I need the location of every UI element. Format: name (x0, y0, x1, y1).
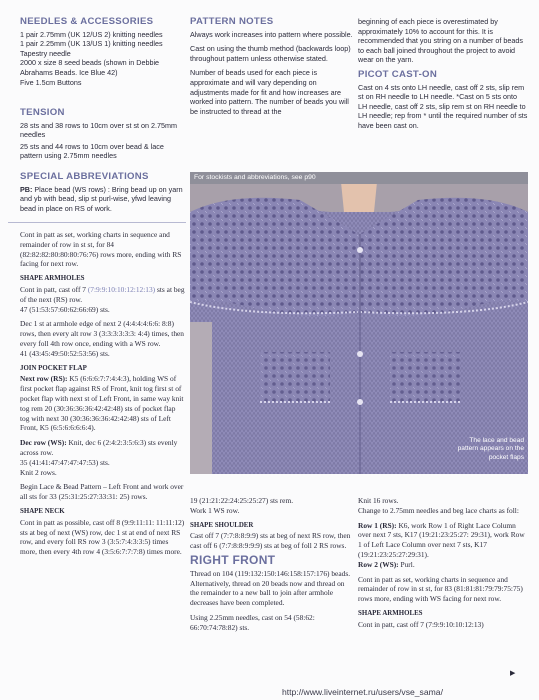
cardigan-illustration (190, 172, 528, 474)
instruction-paragraph (20, 374, 186, 433)
tension-line: 25 sts and 44 rows to 10cm over bead & lace pattern using 2.75mm needles (20, 141, 164, 161)
instruction-text: 35 (41:41:47:47:47:47:53) sts. (20, 457, 110, 467)
instruction-paragraph: Cont in patt, cast off 7 (7:9:9:10:10:12:13) (358, 619, 484, 629)
shape-armholes-heading: SHAPE ARMHOLES (20, 275, 85, 283)
pattern-note: Number of beads used for each piece is approximate and will vary depending on adjustments made for fit and how increases are worked into pattern. The number of beads you will be instructed to thread at the (190, 68, 349, 116)
instruction-text: Change to 2.75mm needles and beg lace charts as foll: (358, 505, 519, 515)
instruction-text: 41 (43:45:49:50:52:53:56) sts. (20, 348, 110, 358)
instruction-paragraph: Cast off 7 (7:7:8:8:9:9) sts at beg of next RS row, then cast off 6 (7:7:8:8:9:9:9) sts at beg of foll 2 RS rows. (190, 531, 351, 551)
instruction-paragraph (20, 319, 186, 358)
row-label: Row 2 (WS): (358, 559, 399, 569)
pb-abbreviation (20, 185, 188, 214)
shoulder-and-right-front (190, 496, 354, 638)
instruction-text: Knit, dec 6 (2:4:2:3:5:6:3) sts evenly across row. (20, 438, 178, 457)
shape-neck-heading: SHAPE NECK (20, 507, 65, 515)
instruction-text: Purl. (398, 559, 415, 569)
needles-line: Tapestry needle (20, 48, 71, 58)
instruction-text: K5 (6:6:6:7:7:4:4:3), holding WS of first pocket flap against RS of Front, knit tog first st of pocket flap with next st of Left Front, in same way knit tog rem 20 (30:36:36:36:42:42:48) sts of pocket flap tog with next 30 (30:36:36:36:42:42:48) sts of Left Front, K5 (6:5:6:6:6:6:4). (20, 374, 184, 433)
instruction-paragraph (358, 496, 528, 516)
instruction-paragraph (20, 438, 186, 477)
pattern-note: Cast on using the thumb method (backwards loop) throughout pattern unless otherwise stated. (190, 44, 351, 63)
join-pocket-flap-heading: JOIN POCKET FLAP (20, 364, 87, 372)
picot-text: Cast on 4 sts onto LH needle, cast off 2 sts, slip rem st on RH needle to LH needle. *Cast on 5 sts onto LH needle, cast off 2 sts, slip rem st on RH needle to LH needle; rep from * until the required number of sts have been cast on. (358, 82, 528, 130)
pb-text: Place bead (WS rows) : Bring bead up on yarn and yb with bead, slip st purl-wise, yfwd leaving bead in place on RS of work. (20, 184, 183, 213)
photo-caption: For stockists and abbreviations, see p90 (190, 172, 528, 184)
instruction-text: Dec 1 st at armhole edge of next 2 (4:4:4:4:6:6: 8:8) rows, then every alt row 3 (3:3:3:3:3:3: 4:4) times, then every foll 4th row once, ending with a WS row. (20, 319, 185, 348)
instruction-text: sts at beg of the next (RS) row. (20, 284, 185, 304)
instruction-text: 47 (51:53:57:60:62:66:69) sts. (20, 304, 110, 314)
needles-heading: NEEDLES & ACCESSORIES (20, 16, 154, 27)
shape-armholes-heading: SHAPE ARMHOLES (358, 609, 423, 617)
needles-line: 1 pair 2.25mm (UK 13/US 1) knitting needles (20, 39, 163, 49)
instruction-paragraph: Using 2.25mm needles, cast on 54 (58:62: 66:70:74:78:82) sts. (190, 612, 315, 632)
abbreviations-heading: SPECIAL ABBREVIATIONS (20, 171, 149, 182)
needles-accessories-section (20, 17, 188, 87)
size-values: (7:9:9:10:10:12:12:13) (87, 284, 156, 294)
continue-arrow-icon: ▶ (510, 670, 516, 677)
pattern-notes-heading: PATTERN NOTES (190, 16, 274, 27)
needles-line: 1 pair 2.75mm (UK 12/US 2) knitting needles (20, 29, 163, 39)
instruction-paragraph: Cont in patt as set, working charts in sequence and remainder of row in st st, for 83 (81:81:81:79:79:75:75) rows more, ending with WS facing for next row. (358, 574, 523, 604)
needles-line: 2000 x size 8 seed beads (shown in Debbie Abrahams Beads. Ice Blue 42) (20, 58, 160, 77)
tension-line: 28 sts and 38 rows to 10cm over st st on 2.75mm needles (20, 120, 177, 140)
special-abbreviations-section (20, 172, 188, 213)
instruction-text: Knit 16 rows. (358, 496, 399, 505)
row-label: Next row (RS): (20, 374, 68, 384)
row-label: Row 1 (RS): (358, 520, 397, 530)
needles-line: Five 1.5cm Buttons (20, 77, 82, 87)
instruction-text: Knit 2 rows. (20, 467, 57, 477)
instruction-paragraph: Cont in patt as possible, cast off 8 (9:9:11:11: 11:11:12) sts at beg of next (WS) row, dec 1 st at end of next RS row, and every foll RS row 3 (3:5:7:4:3:3:5) times more, then every 4th row 4 (3:5:6:7:7:7:8) times more. (20, 517, 185, 557)
pattern-notes-section (190, 17, 354, 121)
instruction-paragraph (190, 496, 354, 516)
instruction-paragraph: Thread on 104 (119:132:150:146:158:157:176) beads. Alternatively, thread on 20 beads now and thread on the remainder to a new ball to join after armhole decreases have been completed. (190, 568, 351, 608)
pattern-note-continued: beginning of each piece is overestimated by approximately 10% to account for this. It is recommended that you string on a number of beads to each ball joined throughout the project to avoid wear on the yarn. (358, 17, 524, 65)
instruction-text: Work 1 WS row. (190, 505, 240, 515)
instruction-paragraph (358, 521, 528, 570)
instruction-text: Cont in patt, cast off 7 (20, 284, 88, 294)
right-front-continued (358, 496, 528, 635)
pb-label: PB: (20, 184, 33, 194)
cardigan-photo (190, 172, 528, 474)
tension-section (20, 108, 188, 161)
divider (8, 222, 186, 223)
instruction-paragraph: Begin Lace & Bead Pattern – Left Front and work over all sts for 33 (25:31:25:27:33:31: 25) rows. (20, 482, 184, 502)
photo-annotation: The lace and bead pattern appears on the pocket flaps (457, 437, 524, 461)
instruction-paragraph (20, 285, 186, 314)
left-front-instructions (20, 230, 186, 562)
source-url: http://www.liveinternet.ru/users/vse_sama/ (282, 687, 443, 697)
instruction-paragraph: Cont in patt as set, working charts in sequence and remainder of row in st st, for 84 (82:82:82:80:80:80:76:76) rows more, ending with RS facing for next row. (20, 230, 182, 269)
shape-shoulder-heading: SHAPE SHOULDER (190, 521, 254, 529)
instruction-text: 19 (21:21:22:24:25:25:27) sts rem. (190, 496, 294, 505)
row-label: Dec row (WS): (20, 438, 67, 448)
pattern-note: Always work increases into pattern where possible. (190, 29, 353, 39)
picot-heading: PICOT CAST-ON (358, 68, 438, 80)
instruction-text: K6, work Row 1 of Right Lace Column over next 7 sts, K17 (19:21:23:25:27: 29:31), work Row 1 of Left Lace Column over next 7 sts, K17 (19:21:23:25:27:29:31). (358, 520, 525, 559)
right-top-section (358, 17, 528, 136)
right-front-heading: RIGHT FRONT (190, 552, 276, 567)
tension-heading: TENSION (20, 107, 65, 118)
